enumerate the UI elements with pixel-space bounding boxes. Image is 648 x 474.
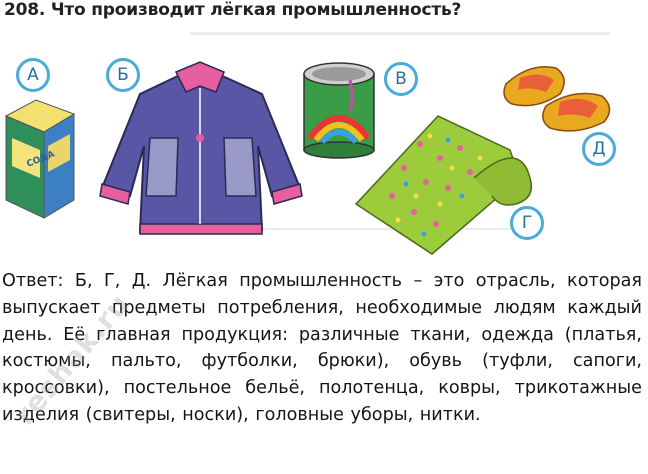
slippers-icon [504,67,610,131]
label-v-text: В [395,69,407,89]
label-g [510,206,544,240]
illustration [0,28,648,268]
soda-box-icon [6,100,74,218]
label-b-text: Б [117,65,129,85]
paint-can-icon [304,63,374,158]
label-d-text: Д [592,139,606,159]
label-g-text: Г [521,213,533,233]
watermark: reshak.ru [8,287,137,432]
label-a-text: А [27,65,39,85]
exercise-heading: 208. Что производит лёгкая промышленность? [4,0,462,20]
label-b [106,58,140,92]
label-d [582,132,616,166]
answer-text: Ответ: Б, Г, Д. Лёгкая промышленность – это отрасль, которая выпускает предметы потребления, необходимые людям каждый день. Её главная продукция: различные ткани, одежда (платья, костюмы, пальто, футболки, брюки), обувь (туфли, сапоги, кроссовки), постельное бельё, полотенца, ковры, трикотажные изделия (свитеры, носки), головные уборы, нитки. [2,271,642,425]
label-a [16,58,50,92]
label-v [384,62,418,96]
fabric-roll-icon [356,116,531,254]
soda-box-label: СОДА [25,149,57,170]
